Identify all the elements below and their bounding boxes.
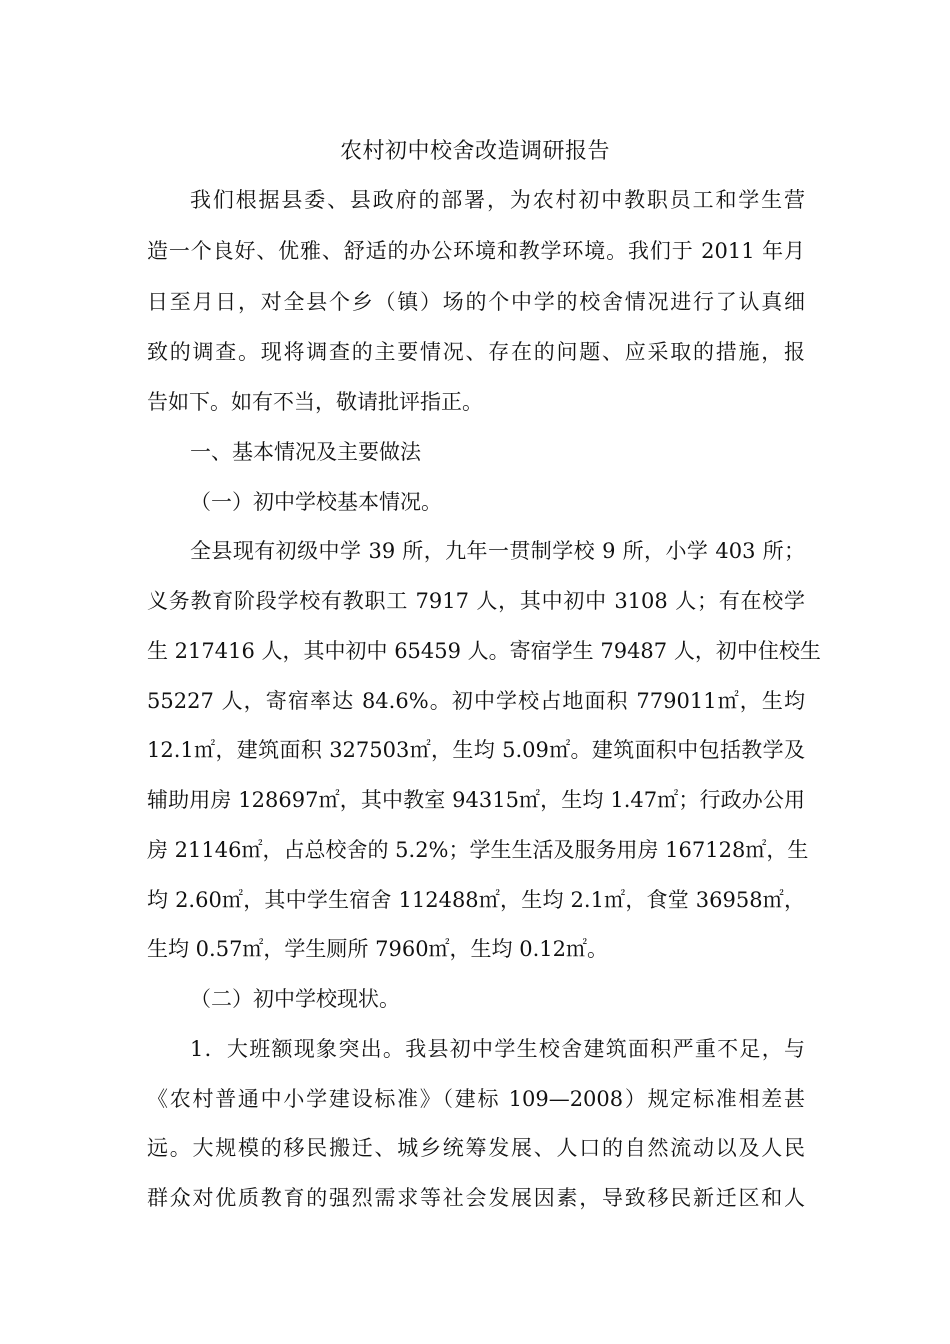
section-heading: 一、基本情况及主要做法 bbox=[190, 440, 421, 464]
paragraph-line: 群众对优质教育的强烈需求等社会发展因素，导致移民新迁区和人 bbox=[147, 1186, 805, 1210]
paragraph-line: 生 217416 人，其中初中 65459 人。寄宿学生 79487 人，初中住校生 bbox=[147, 639, 821, 663]
subsection-heading: （一）初中学校基本情况。 bbox=[190, 490, 442, 514]
paragraph-line: 造一个良好、优雅、舒适的办公环境和教学环境。我们于 2011 年月 bbox=[147, 239, 805, 263]
paragraph-line: 义务教育阶段学校有教职工 7917 人，其中初中 3108 人；有在校学 bbox=[147, 589, 805, 613]
paragraph-line: 我们根据县委、县政府的部署，为农村初中教职员工和学生营 bbox=[190, 188, 805, 212]
paragraph-line: 12.1㎡，建筑面积 327503㎡，生均 5.09㎡。建筑面积中包括教学及 bbox=[147, 738, 805, 762]
subsection-heading: （二）初中学校现状。 bbox=[190, 987, 400, 1011]
paragraph-line: 日至月日，对全县个乡（镇）场的个中学的校舍情况进行了认真细 bbox=[147, 290, 805, 314]
paragraph-line: 1．大班额现象突出。我县初中学生校舍建筑面积严重不足，与 bbox=[190, 1037, 805, 1061]
document-title: 农村初中校舍改造调研报告 bbox=[339, 139, 610, 164]
paragraph-line: 均 2.60㎡，其中学生宿舍 112488㎡，生均 2.1㎡，食堂 36958㎡， bbox=[147, 888, 805, 912]
paragraph-line: 致的调查。现将调查的主要情况、存在的问题、应采取的措施，报 bbox=[147, 340, 805, 364]
paragraph-line: 全县现有初级中学 39 所，九年一贯制学校 9 所，小学 403 所； bbox=[190, 539, 805, 563]
paragraph-line: 辅助用房 128697㎡，其中教室 94315㎡，生均 1.47㎡；行政办公用 bbox=[147, 788, 805, 812]
paragraph-line: 55227 人，寄宿率达 84.6%。初中学校占地面积 779011㎡，生均 bbox=[147, 689, 805, 713]
paragraph-line: 远。大规模的移民搬迁、城乡统筹发展、人口的自然流动以及人民 bbox=[147, 1136, 805, 1160]
paragraph-line: 告如下。如有不当，敬请批评指正。 bbox=[147, 390, 483, 414]
paragraph-line: 《农村普通中小学建设标准》（建标 109—2008）规定标准相差甚 bbox=[147, 1087, 805, 1111]
paragraph-line: 房 21146㎡，占总校舍的 5.2%；学生生活及服务用房 167128㎡，生 bbox=[147, 838, 809, 862]
paragraph-line: 生均 0.57㎡，学生厕所 7960㎡，生均 0.12㎡。 bbox=[147, 937, 608, 961]
